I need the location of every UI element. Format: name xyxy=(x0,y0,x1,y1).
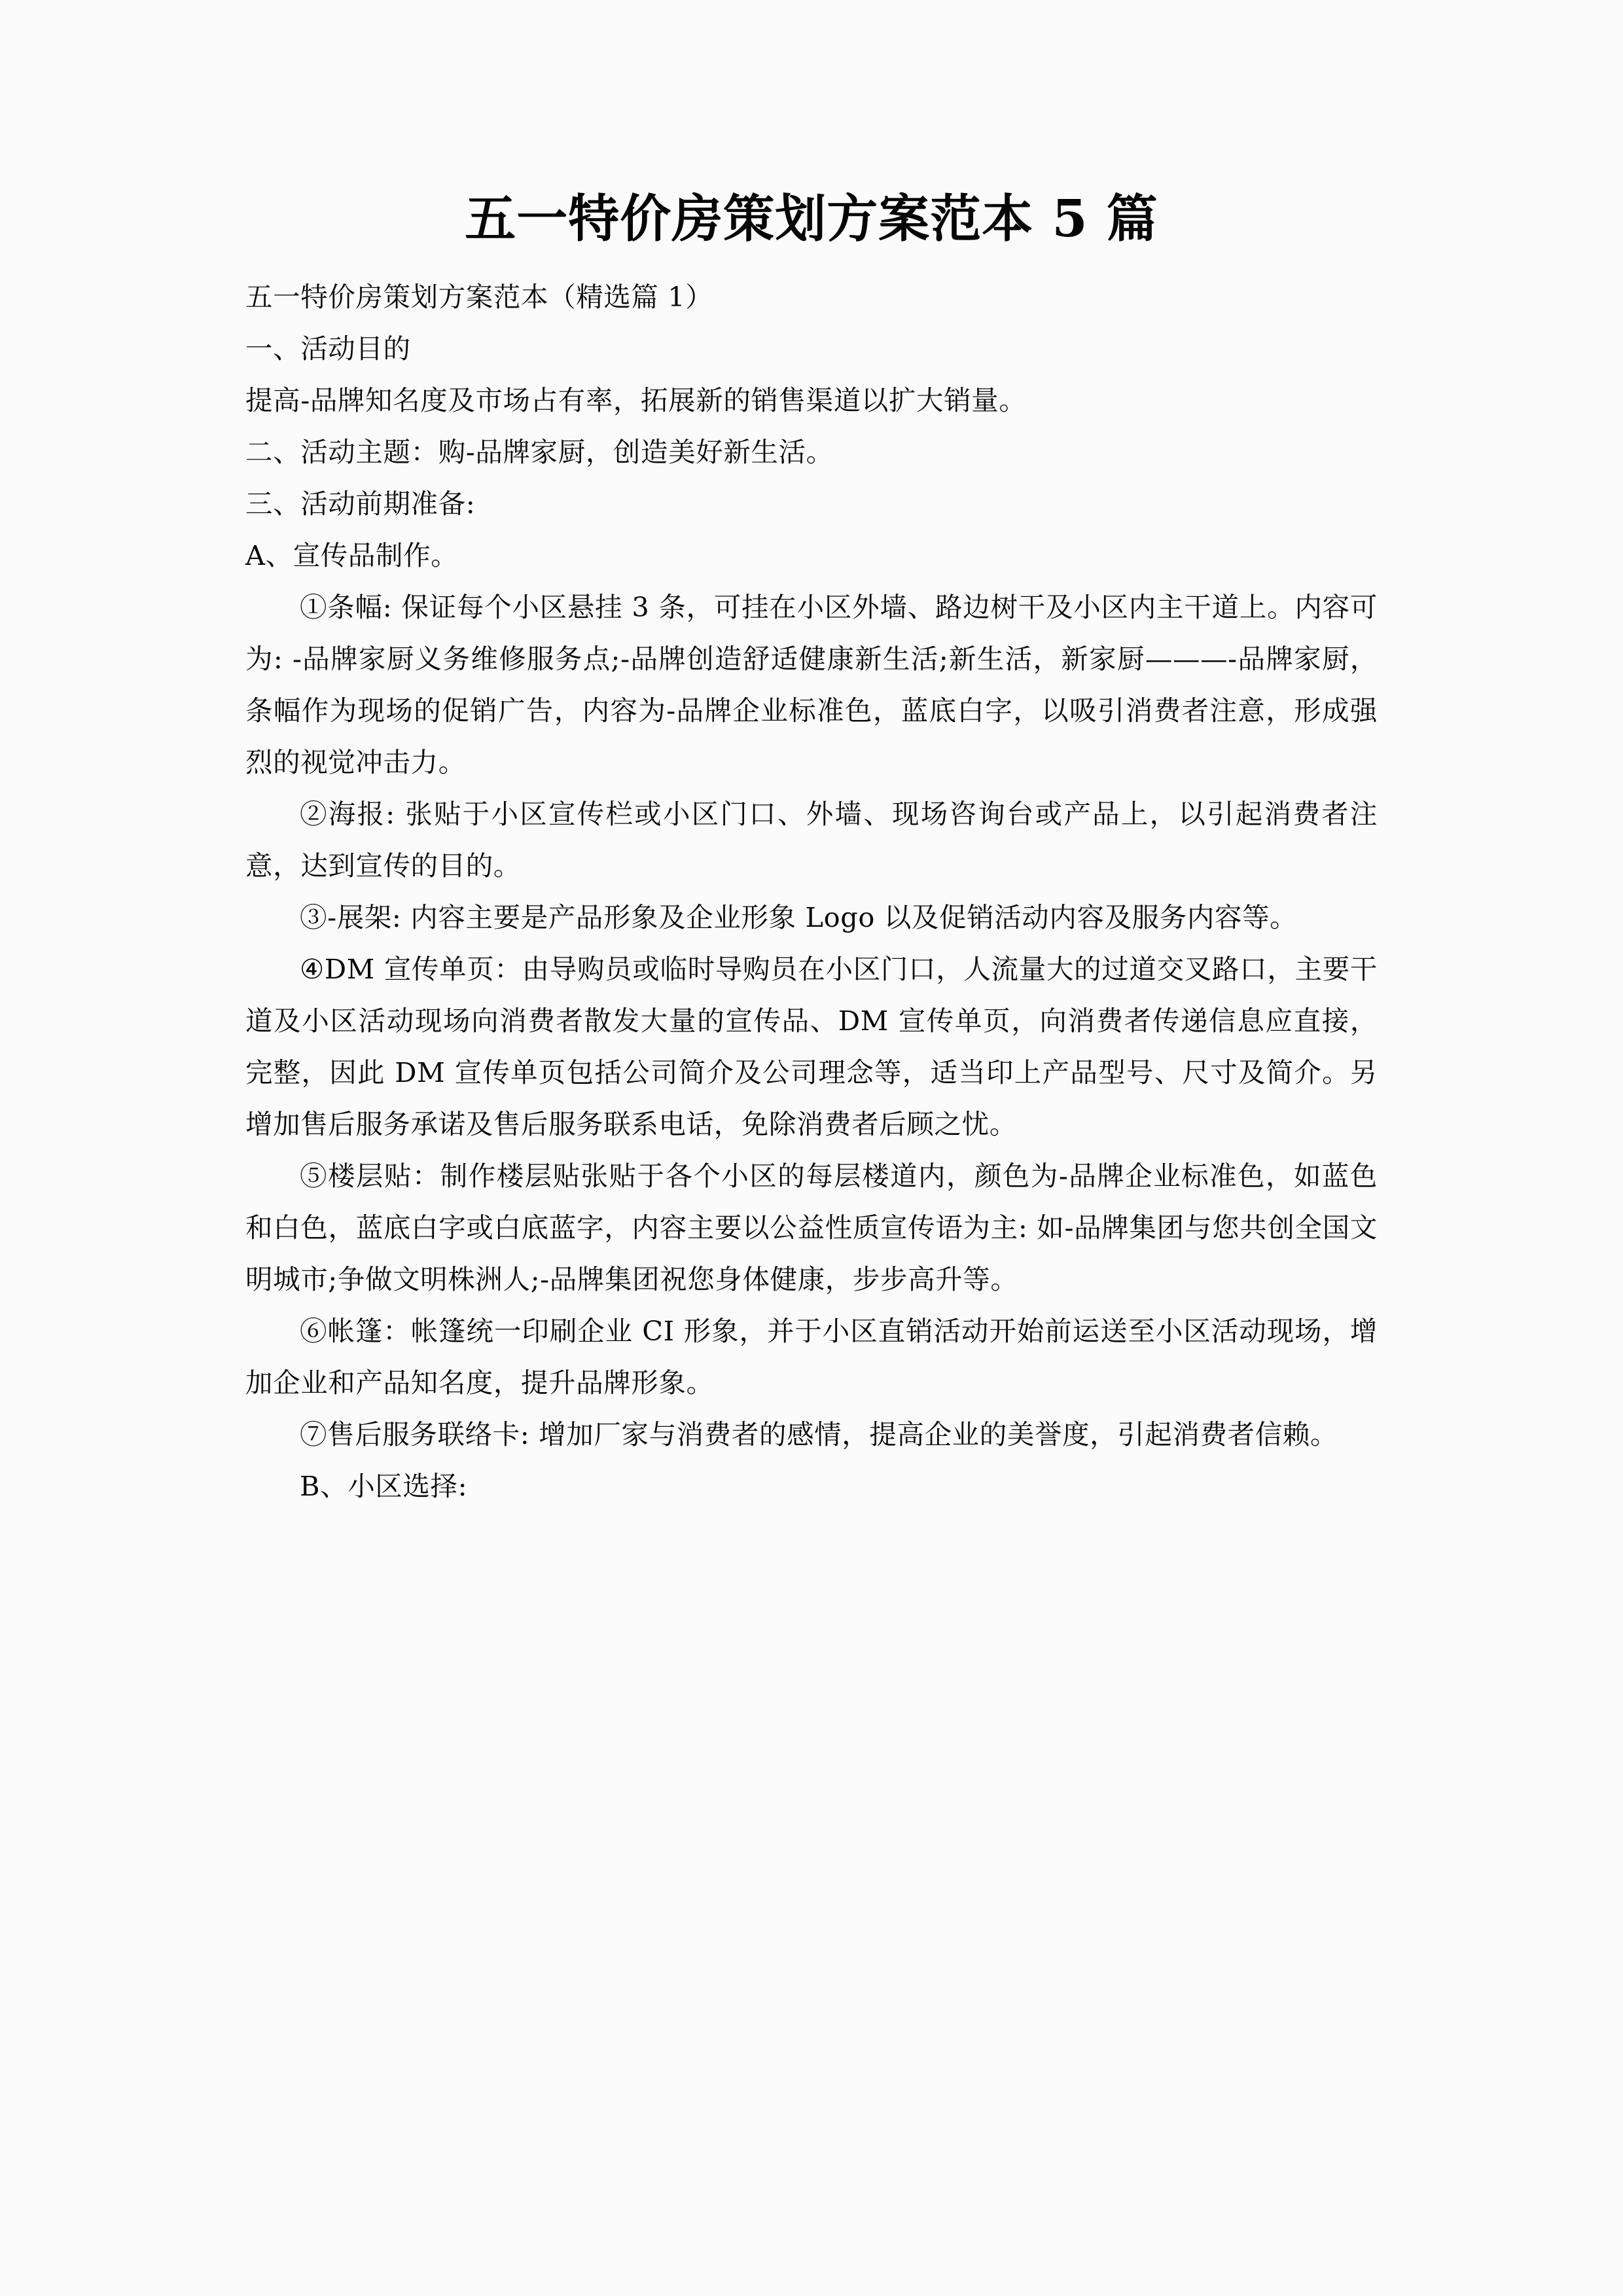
paragraph-section-three-heading: 三、活动前期准备: xyxy=(245,487,476,520)
paragraph-section-one-body: 提高-品牌知名度及市场占有率，拓展新的销售渠道以扩大销量。 xyxy=(245,384,1027,416)
paragraph-item-a-heading: A、宣传品制作。 xyxy=(245,539,459,571)
paragraph-item-3-display-rack: ③-展架: 内容主要是产品形象及企业形象 Logo 以及促销活动内容及服务内容等。 xyxy=(300,901,1298,933)
paragraph-section-one-heading: 一、活动目的 xyxy=(245,332,411,365)
page-title: 五一特价房策划方案范本 5 篇 xyxy=(465,189,1158,249)
paragraph-item-2-poster: ②海报: 张贴于小区宣传栏或小区门口、外墙、现场咨询台或产品上，以引起消费者注意，达到宣传的目的。 xyxy=(245,797,1378,882)
title-spacer xyxy=(245,247,1378,271)
paragraph-section-two-heading: 二、活动主题：购-品牌家厨，创造美好新生活。 xyxy=(245,435,834,468)
paragraph-subtitle: 五一特价房策划方案范本（精选篇 1） xyxy=(245,280,713,313)
paragraph-item-b-heading: B、小区选择: xyxy=(300,1469,468,1502)
paragraph-item-6-tent: ⑥帐篷：帐篷统一印刷企业 CI 形象，并于小区直销活动开始前运送至小区活动现场，增加企业和产品知名度，提升品牌形象。 xyxy=(245,1314,1378,1399)
paragraph-item-5-floor-sticker: ⑤楼层贴：制作楼层贴张贴于各个小区的每层楼道内，颜色为-品牌企业标准色，如蓝色和白色，蓝底白字或白底蓝字，内容主要以公益性质宣传语为主: 如-品牌集团与您共创全国文明城市;争做文明株洲人;-品牌集团祝您身体健康，步步高升等。 xyxy=(245,1159,1378,1295)
document-content xyxy=(245,0,1378,1512)
paragraph-item-1-banner: ①条幅: 保证每个小区悬挂 3 条，可挂在小区外墙、路边树干及小区内主干道上。内容可为: -品牌家厨义务维修服务点;-品牌创造舒适健康新生活;新生活，新家厨———-品牌家厨，条幅作为现场的促销广告，内容为-品牌企业标准色，蓝底白字，以吸引消费者注意，形成强烈的视觉冲击力。 xyxy=(245,590,1378,778)
paragraph-item-4-dm-flyer: ④DM 宣传单页：由导购员或临时导购员在小区门口，人流量大的过道交叉路口，主要干道及小区活动现场向消费者散发大量的宣传品、DM 宣传单页，向消费者传递信息应直接，完整，因此 DM 宣传单页包括公司简介及公司理念等，适当印上产品型号、尺寸及简介。另增加售后服务承诺及售后服务联系电话，免除消费者后顾之忧。 xyxy=(245,952,1378,1140)
paragraph-item-7-service-card: ⑦售后服务联络卡: 增加厂家与消费者的感情，提高企业的美誉度，引起消费者信赖。 xyxy=(300,1418,1338,1450)
